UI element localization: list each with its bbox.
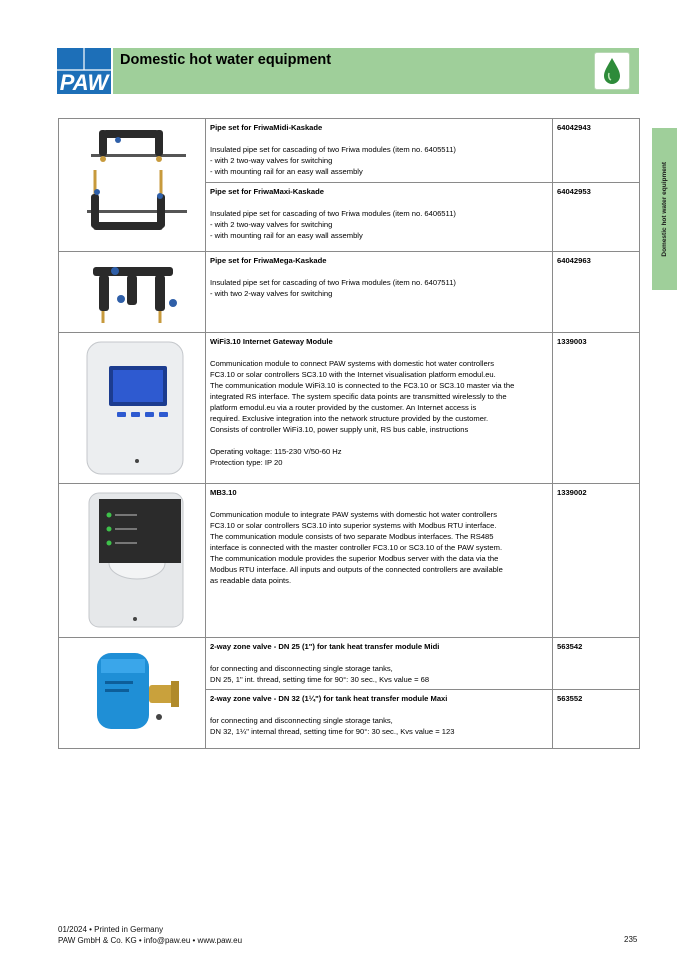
product-table: [58, 118, 640, 749]
item-number: 64042963: [553, 252, 640, 333]
product-desc-line: FC3.10 or solar controllers SC3.10 into superior systems with Modbus RTU interface.: [210, 521, 497, 530]
product-desc-line: The communication module WiFi3.10 is connected to the FC3.10 or SC3.10 master via the: [210, 381, 515, 390]
product-desc-line: for connecting and disconnecting single storage tanks,: [210, 716, 393, 726]
side-tab-label: Domestic hot water equipment: [661, 161, 668, 257]
product-desc-line: - with mounting rail for an easy wall assembly: [210, 230, 363, 240]
table-row: [59, 484, 640, 638]
product-title: Pipe set for FriwaMega-Kaskade: [210, 256, 327, 265]
product-desc-line: The communication module consists of two separate Modbus interfaces. The RS485: [210, 532, 494, 541]
product-desc-line: The communication module provides the superior Modbus server with the data via the: [210, 554, 499, 563]
paw-logo: [57, 48, 111, 94]
product-desc-line: Insulated pipe set for cascading of two Friwa modules (item no. 6405511): [210, 145, 456, 154]
product-desc-line: - with two 2-way valves for switching: [210, 289, 333, 298]
product-title: Pipe set for FriwaMidi-Kaskade: [210, 123, 323, 132]
footer-contact: PAW GmbH & Co. KG • info@paw.eu • www.paw.eu: [58, 936, 243, 945]
product-desc-line: platform emodul.eu via a router provided by the customer. An Internet access is: [210, 403, 477, 412]
product-desc-line: Communication module to integrate PAW systems with domestic hot water controllers: [210, 510, 497, 519]
product-title: WiFi3.10 Internet Gateway Module: [210, 337, 333, 346]
table-row: [59, 252, 640, 333]
product-desc-line: interface is connected with the master controller FC3.10 or SC3.10 of the PAW system.: [210, 543, 503, 552]
table-row: [59, 119, 640, 183]
product-desc-line: Communication module to connect PAW systems with domestic hot water controllers: [210, 359, 495, 368]
logo-text: PAW: [59, 70, 109, 94]
product-title: Pipe set for FriwaMaxi-Kaskade: [210, 186, 324, 196]
product-desc-line: Insulated pipe set for cascading of two Friwa modules (item no. 6406511): [210, 208, 456, 218]
product-desc-line: DN 32, 1¼" internal thread, setting time for 90°: 30 sec., Kvs value = 123: [210, 727, 455, 737]
pipe-set-mega-image: [59, 252, 206, 333]
product-desc-line: for connecting and disconnecting single storage tanks,: [210, 664, 393, 673]
product-title: MB3.10: [210, 488, 237, 497]
pipe-set-image: [59, 119, 206, 252]
page-title: Domestic hot water equipment: [120, 52, 332, 68]
item-number: 1339003: [553, 333, 640, 484]
product-desc-line: - with 2 two-way valves for switching: [210, 219, 333, 229]
product-title: 2-way zone valve - DN 32 (1¼") for tank heat transfer module Maxi: [210, 694, 448, 704]
product-desc-line: integrated RS interface. The system specific data points are transmitted wirelessly to the: [210, 392, 507, 401]
item-number: 563542: [553, 638, 640, 690]
product-desc-line: Consists of controller WiFi3.10, power supply unit, RS bus cable, instructions: [210, 425, 469, 434]
item-number: 64042953: [553, 182, 640, 251]
table-row: [59, 333, 640, 484]
product-desc-line: DN 25, 1" int. thread, setting time for 90°: 30 sec., Kvs value = 68: [210, 675, 430, 684]
item-number: 1339002: [553, 484, 640, 638]
product-desc-line: - with mounting rail for an easy wall assembly: [210, 167, 363, 176]
page-number: 235: [624, 935, 638, 944]
product-spec-line: Operating voltage: 115-230 V/50-60 Hz: [210, 447, 342, 456]
table-row: [59, 638, 640, 690]
product-desc-line: Insulated pipe set for cascading of two Friwa modules (item no. 6407511): [210, 278, 456, 287]
product-desc-line: FC3.10 or solar controllers SC3.10 with the Internet visualisation platform emodul.eu.: [210, 370, 496, 379]
product-title: 2-way zone valve - DN 25 (1") for tank heat transfer module Midi: [210, 642, 440, 651]
item-number: 64042943: [553, 119, 640, 183]
product-desc-line: required. Exclusive integration into the network structure provided by the customer.: [210, 414, 489, 423]
wifi-module-image: [59, 333, 206, 484]
product-desc-line: as readable data points.: [210, 576, 292, 585]
modbus-module-image: [59, 484, 206, 638]
water-drop-icon: [594, 52, 630, 90]
item-number: 563552: [553, 690, 640, 749]
product-desc-line: Modbus RTU interface. All inputs and outputs of the connected controllers are available: [210, 565, 503, 574]
footer-print-info: 01/2024 • Printed in Germany: [58, 925, 164, 934]
product-spec-line: Protection type: IP 20: [210, 458, 283, 467]
product-desc-line: - with 2 two-way valves for switching: [210, 156, 333, 165]
zone-valve-image: [59, 638, 206, 749]
